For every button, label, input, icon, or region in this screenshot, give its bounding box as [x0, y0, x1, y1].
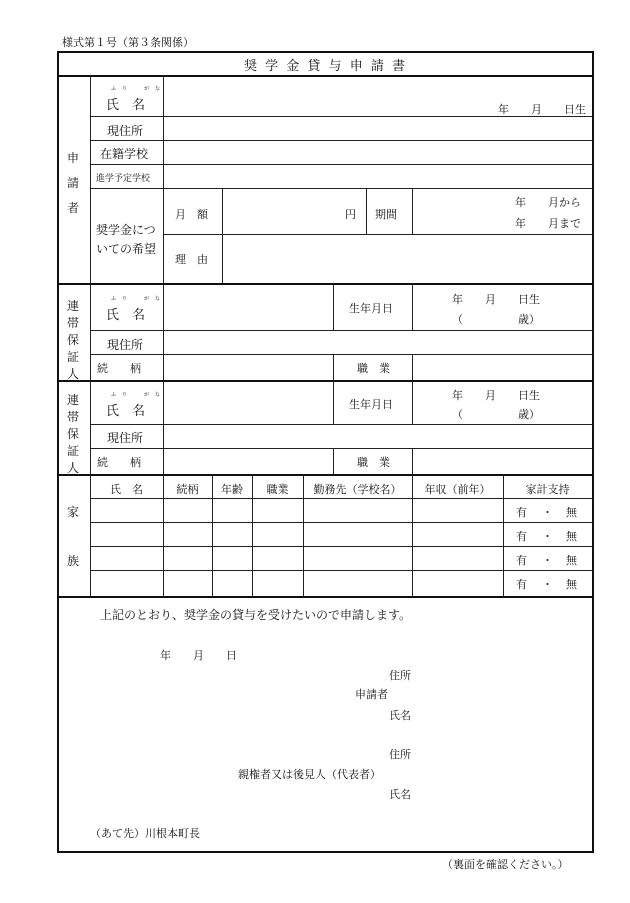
frame-top — [57, 51, 594, 53]
guarantor1-section-label: 連 帯 保 証 人 — [66, 299, 79, 381]
family-header-relation: 続柄 — [176, 483, 199, 496]
guarantor2-furigana: ふり がな — [111, 392, 167, 398]
support-no: 無 — [566, 554, 577, 567]
col-line — [412, 284, 413, 330]
row-line — [90, 330, 593, 331]
addressee: （あて先）川根本町長 — [90, 827, 200, 840]
support-dot: ・ — [542, 554, 553, 567]
row-line — [90, 522, 593, 523]
title-divider — [57, 75, 594, 77]
frame-bottom — [57, 851, 594, 853]
section-divider — [57, 474, 594, 476]
current-school-label: 在籍学校 — [100, 147, 149, 161]
period-from: 年 月から — [515, 196, 581, 209]
col-line — [333, 284, 334, 330]
support-dot: ・ — [542, 578, 553, 591]
scholarship-hope-label-2: いての希望 — [96, 242, 157, 256]
frame-right — [592, 51, 594, 852]
guardian-caption: 親権者又は後見人（代表者） — [238, 768, 381, 781]
family-header-workplace: 勤務先（学校名） — [313, 483, 402, 496]
yen-label: 円 — [345, 208, 356, 221]
col-line — [412, 354, 413, 380]
row-line — [90, 188, 593, 189]
row-line — [90, 354, 593, 355]
form-number: 様式第１号（第３条関係） — [62, 36, 194, 49]
applicant-name-caption: 氏名 — [389, 709, 411, 722]
row-line — [90, 424, 593, 425]
row-line — [90, 448, 593, 449]
col-line — [222, 188, 223, 283]
guarantor2-birth-label: 生年月日 — [349, 398, 393, 411]
row-line — [90, 164, 593, 165]
declaration-date: 年 月 日 — [160, 649, 237, 662]
guardian-name-caption: 氏名 — [389, 788, 411, 801]
planned-school-label: 進学予定学校 — [96, 174, 151, 184]
support-yes: 有 — [516, 530, 527, 543]
row-line — [90, 546, 593, 547]
guarantor2-age-value: （ 歳） — [452, 408, 540, 421]
frame-left — [57, 51, 59, 852]
applicant-caption: 申請者 — [355, 688, 388, 701]
section-divider — [57, 596, 594, 598]
family-header-age: 年齢 — [221, 483, 243, 496]
col-line — [333, 381, 334, 424]
guardian-address-caption: 住所 — [389, 748, 411, 761]
applicant-section-label: 申 請 者 — [66, 151, 79, 215]
guarantor2-section-label: 連 帯 保 証 人 — [66, 393, 79, 475]
monthly-amount-label: 月 額 — [175, 208, 208, 221]
guarantor1-birth-value: 年 月 日生 — [452, 293, 540, 306]
row-line — [90, 140, 593, 141]
guarantor1-address-label: 現住所 — [107, 338, 144, 352]
period-to: 年 月まで — [515, 217, 581, 230]
applicant-birth-label: 年 月 日生 — [498, 103, 586, 116]
reason-label: 理 由 — [175, 253, 208, 266]
guarantor2-name-label: 氏 名 — [106, 404, 146, 419]
scholarship-hope-label-1: 奨学金につ — [96, 223, 156, 237]
family-header-income: 年収（前年） — [424, 483, 491, 496]
guarantor1-name-label: 氏 名 — [106, 308, 146, 323]
declaration-statement: 上記のとおり、奨学金の貸与を受けたいので申請します。 — [100, 608, 412, 622]
footer-note: （裏面を確認ください。） — [442, 858, 569, 871]
family-header-job: 職業 — [266, 483, 289, 496]
support-no: 無 — [566, 578, 577, 591]
support-no: 無 — [566, 530, 577, 543]
applicant-address-caption: 住所 — [389, 669, 411, 682]
support-yes: 有 — [516, 554, 527, 567]
guarantor1-job-label: 職 業 — [357, 362, 390, 375]
col-line — [412, 188, 413, 234]
col-line — [412, 381, 413, 424]
period-label: 期間 — [375, 208, 397, 221]
support-dot: ・ — [542, 506, 553, 519]
applicant-address-label: 現住所 — [107, 124, 144, 138]
section-divider — [57, 380, 594, 382]
family-section-label-1: 家 — [67, 505, 80, 519]
col-line — [90, 381, 91, 474]
col-line — [90, 284, 91, 380]
row-line — [90, 570, 593, 571]
applicant-field-col — [163, 76, 164, 283]
applicant-label-col — [90, 76, 91, 283]
guarantor1-age-value: （ 歳） — [452, 313, 540, 326]
guarantor1-birth-label: 生年月日 — [349, 302, 393, 315]
guarantor2-relation-label: 続 柄 — [97, 456, 141, 469]
family-header-name: 氏 名 — [110, 483, 143, 496]
support-no: 無 — [566, 506, 577, 519]
col-line — [333, 448, 334, 474]
furigana-label: ふり がな — [111, 86, 167, 92]
form-title: 奨 学 金 貸 与 申 請 書 — [244, 59, 407, 74]
col-line — [366, 188, 367, 234]
row-line — [163, 234, 593, 235]
applicant-name-label: 氏 名 — [106, 98, 146, 113]
guarantor2-job-label: 職 業 — [357, 456, 390, 469]
guarantor2-address-label: 現住所 — [107, 431, 144, 445]
family-section-label-2: 族 — [67, 554, 80, 568]
support-yes: 有 — [516, 578, 527, 591]
guarantor2-birth-value: 年 月 日生 — [452, 389, 540, 402]
support-dot: ・ — [542, 530, 553, 543]
col-line — [333, 354, 334, 380]
row-line — [90, 498, 593, 499]
guarantor1-relation-label: 続 柄 — [97, 362, 141, 375]
section-divider — [57, 283, 594, 285]
guarantor1-furigana: ふり がな — [111, 296, 167, 302]
family-header-support: 家計支持 — [525, 483, 570, 496]
col-line — [412, 448, 413, 474]
support-yes: 有 — [516, 506, 527, 519]
